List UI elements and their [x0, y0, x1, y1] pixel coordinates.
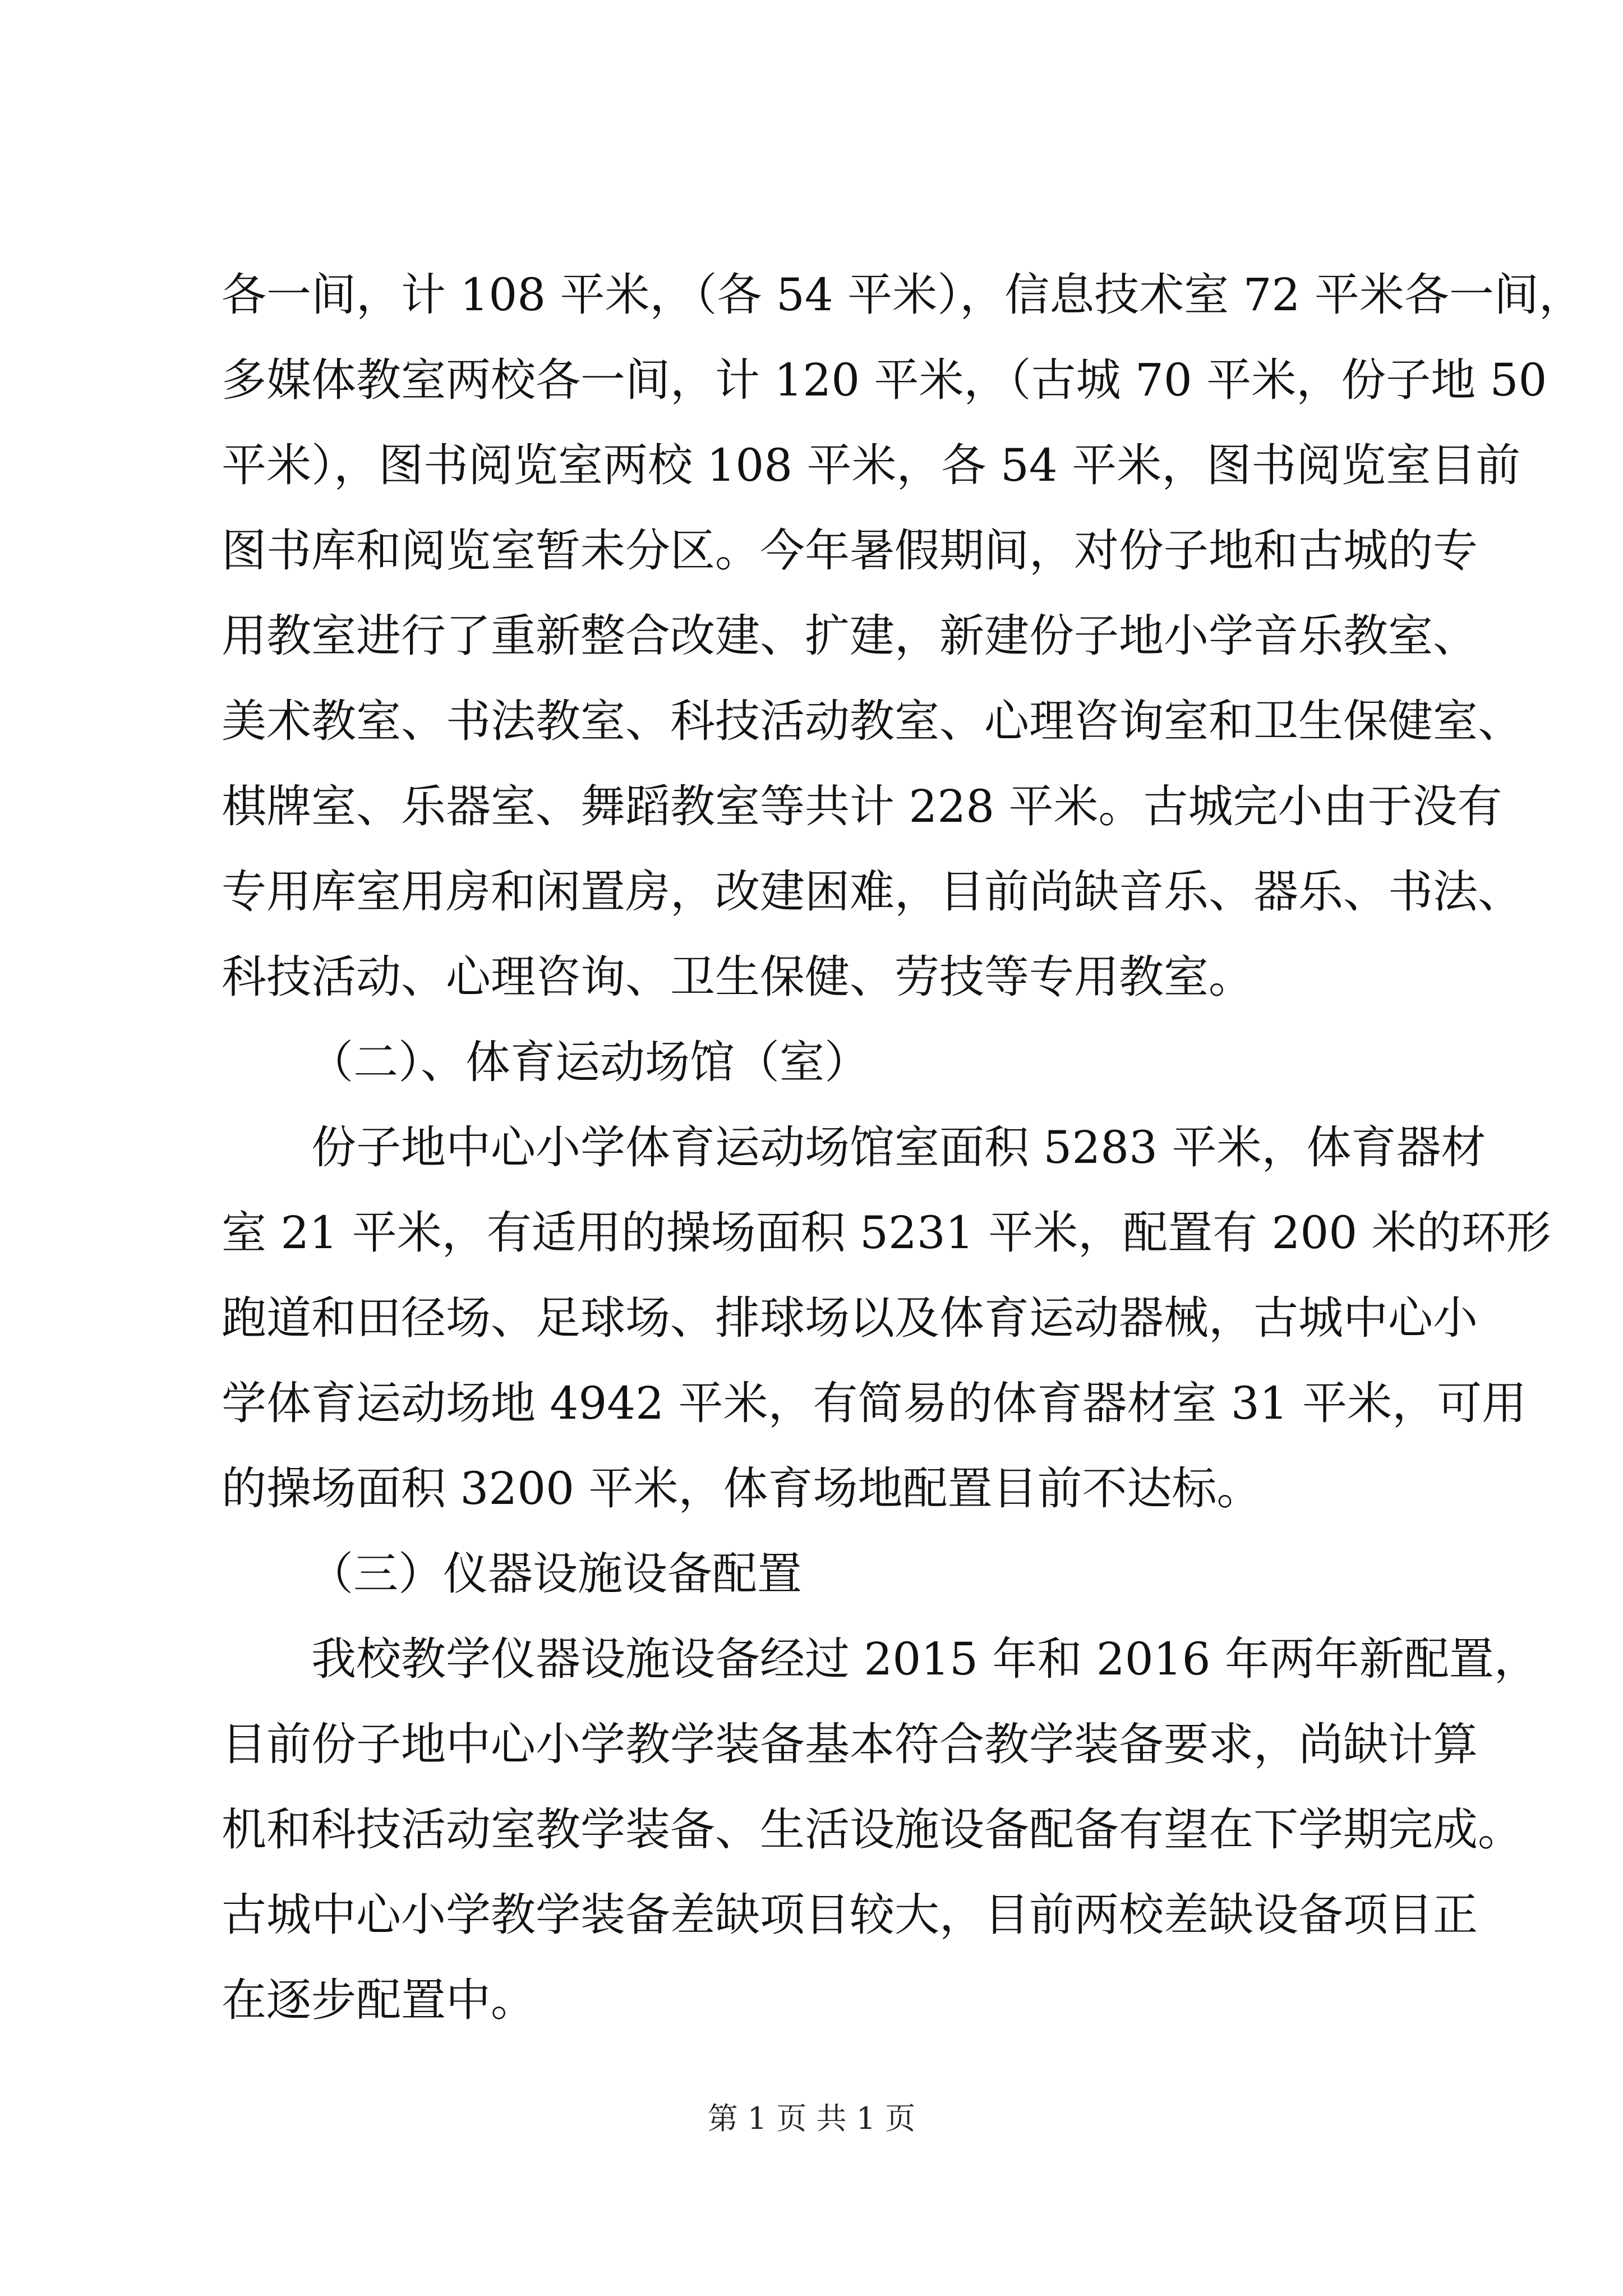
paragraph-rooms [222, 252, 1584, 1020]
text-line: 跑道和田径场、足球场、排球场以及体育运动器械，古城中心小 [222, 1292, 1478, 1344]
text-line: 棋牌室、乐器室、舞蹈教室等共计 228 平米。古城完小由于没有 [222, 780, 1502, 832]
text-line: 专用库室用房和闲置房，改建困难，目前尚缺音乐、器乐、书法、 [222, 866, 1523, 918]
text-line: 用教室进行了重新整合改建、扩建，新建份子地小学音乐教室、 [222, 610, 1478, 662]
section-heading-sports-venues: （二）、体育运动场馆（室） [308, 1036, 869, 1088]
text-line: 份子地中心小学体育运动场馆室面积 5283 平米，体育器材 [311, 1121, 1486, 1174]
document-body [222, 252, 1584, 2043]
text-line: 图书库和阅览室暂未分区。今年暑假期间，对份子地和古城的专 [222, 524, 1478, 577]
text-line: 在逐步配置中。 [222, 1974, 536, 2026]
text-line: 机和科技活动室教学装备、生活设施设备配备有望在下学期完成。 [222, 1803, 1523, 1856]
section-heading-equipment: （三）仪器设施设备配置 [308, 1548, 802, 1600]
text-line: 多媒体教室两校各一间，计 120 平米，（古城 70 平米，份子地 50 [222, 354, 1547, 406]
paragraph-equipment [222, 1617, 1539, 2043]
text-line: 古城中心小学教学装备差缺项目较大，目前两校差缺设备项目正 [222, 1889, 1478, 1941]
paragraph-sports-venues [222, 1105, 1551, 1531]
text-line: 我校教学仪器设施设备经过 2015 年和 2016 年两年新配置， [311, 1633, 1539, 1685]
text-line: 学体育运动场地 4942 平米，有简易的体育器材室 31 平米，可用 [222, 1377, 1527, 1429]
text-line: 的操场面积 3200 平米，体育场地配置目前不达标。 [222, 1462, 1262, 1515]
text-line: 科技活动、心理咨询、卫生保健、劳技等专用教室。 [222, 951, 1253, 1003]
text-line: 室 21 平米，有适用的操场面积 5231 平米，配置有 200 米的环形 [222, 1207, 1551, 1259]
text-line: 目前份子地中心小学教学装备基本符合教学装备要求，尚缺计算 [222, 1718, 1478, 1770]
text-line: 美术教室、书法教室、科技活动教室、心理咨询室和卫生保健室、 [222, 695, 1523, 747]
page-number-footer: 第 1 页 共 1 页 [707, 2101, 916, 2136]
text-line: 平米），图书阅览室两校 108 平米，各 54 平米，图书阅览室目前 [222, 439, 1521, 491]
text-line: 各一间，计 108 平米，（各 54 平米），信息技术室 72 平米各一间， [222, 269, 1584, 321]
